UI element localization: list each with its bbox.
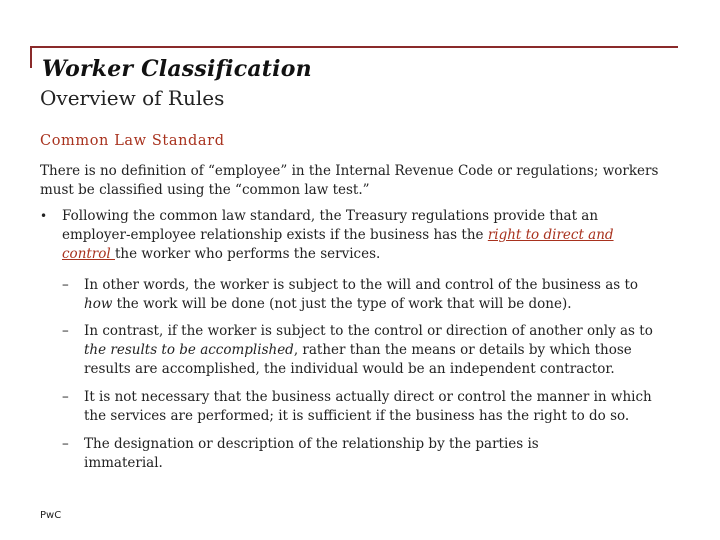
sub-item-1-text-after: the work will be done (not just the type of work that will be done). <box>112 296 572 312</box>
sub-item-1-text <box>84 276 654 314</box>
sub-item-4-text: The designation or description of the relationship by the parties is immaterial. <box>84 436 539 471</box>
sub-item-2 <box>62 322 680 379</box>
intro-paragraph: There is no definition of “employee” in the Internal Revenue Code or regulations; workers must be classified using the “common law test.” <box>40 163 659 198</box>
slide-title: Worker Classification <box>42 56 312 82</box>
main-bullet <box>40 207 680 264</box>
dash-icon: – <box>62 436 69 452</box>
sub-item-1-emphasis: how <box>84 296 113 312</box>
sub-item-2-text-after: , rather than the means or details by which those results are accomplished, the individual would be an independent contractor. <box>84 342 632 377</box>
sub-item-1-text-before: In other words, the worker is subject to the will and control of the business as to <box>84 277 639 293</box>
footer-brand-logo: PwC <box>40 510 62 521</box>
dash-icon: – <box>62 277 69 293</box>
sub-item-4 <box>62 435 680 473</box>
right-to-direct-link[interactable]: right to direct and control <box>62 227 614 262</box>
sub-item-1 <box>62 276 680 314</box>
slide-subtitle: Overview of Rules <box>40 86 225 110</box>
dash-icon: – <box>62 323 69 339</box>
main-bullet-text-after: the worker who performs the services. <box>115 246 381 262</box>
section-heading: Common Law Standard <box>40 133 225 149</box>
main-bullet-text <box>62 207 652 264</box>
sub-item-2-text-before: In contrast, if the worker is subject to the control or direction of another only as to <box>84 323 653 339</box>
sub-item-2-text <box>84 322 654 379</box>
sub-item-3 <box>62 388 680 426</box>
header-top-rule <box>30 46 678 48</box>
bullet-icon: • <box>40 209 48 223</box>
dash-icon: – <box>62 389 69 405</box>
main-bullet-text-before: Following the common law standard, the Treasury regulations provide that an employer-employee relationship exists if the business has the <box>62 208 599 243</box>
header-left-rule <box>30 46 32 68</box>
sub-item-3-text: It is not necessary that the business actually direct or control the manner in which the services are performed; it is sufficient if the business has the right to do so. <box>84 389 652 424</box>
sub-item-2-emphasis: the results to be accomplished <box>84 342 294 358</box>
